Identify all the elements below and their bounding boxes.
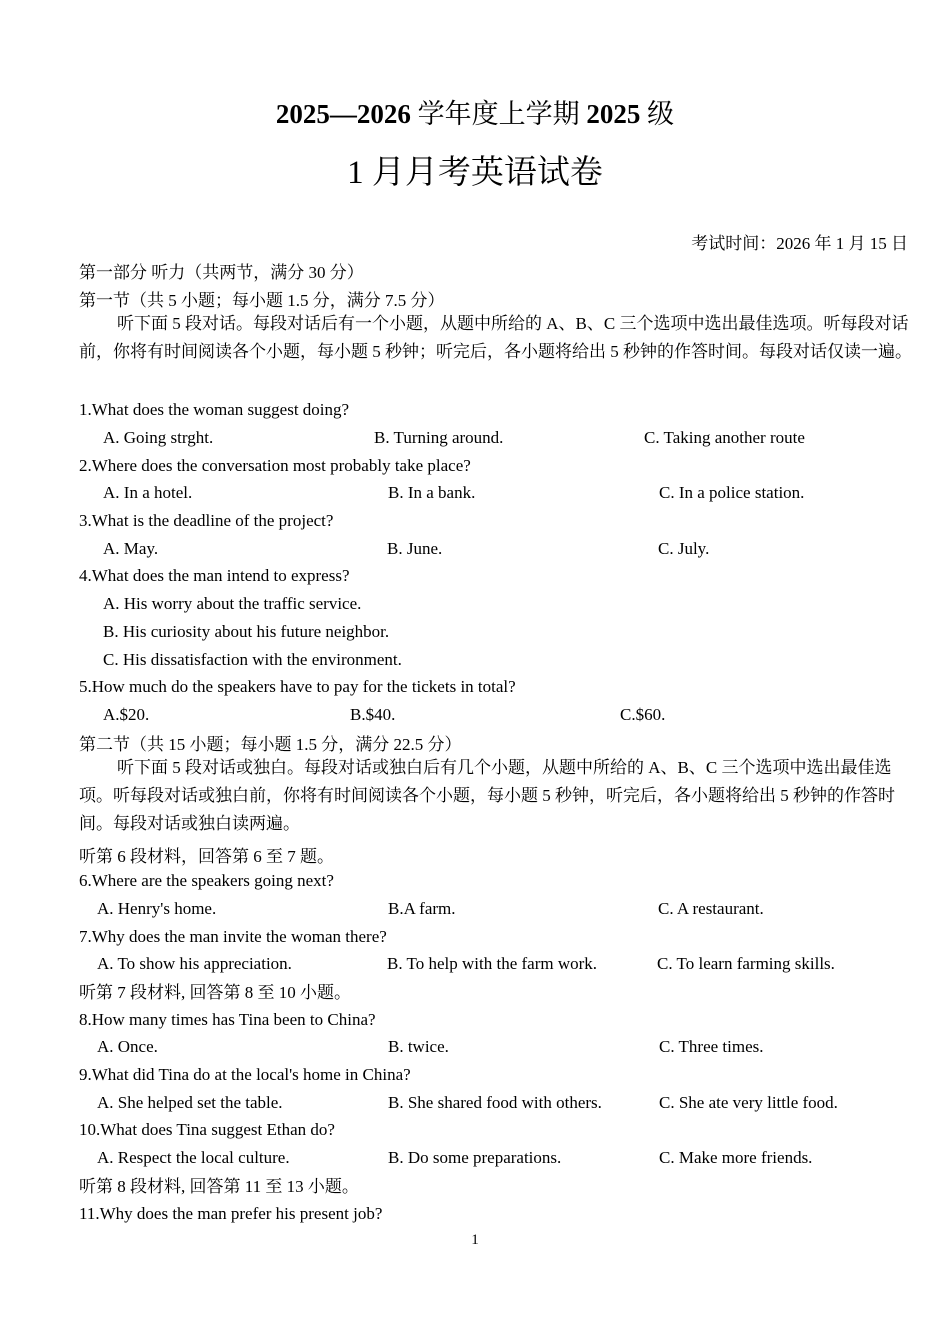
q3-option-b: B. June. [387,539,443,558]
q8-option-b: B. twice. [388,1037,449,1056]
q10-option-c: C. Make more friends. [659,1148,813,1167]
exam-title: 1 月月考英语试卷 [347,155,603,191]
q2-option-a: A. In a hotel. [103,483,193,502]
q1-option-b: B. Turning around. [374,428,504,447]
material-6-heading: 听第 6 段材料，回答第 6 至 7 题。 [79,847,334,866]
question-1: 1.What does the woman suggest doing? [79,400,350,419]
section1-heading: 第一节（共 5 小题；每小题 1.5 分，满分 7.5 分） [79,291,445,310]
q3-option-c: C. July. [658,539,710,558]
q10-option-a: A. Respect the local culture. [97,1148,290,1167]
question-9: 9.What did Tina do at the local's home in China? [79,1065,411,1084]
exam-time: 考试时间：2026 年 1 月 15 日 [691,234,908,253]
question-10: 10.What does Tina suggest Ethan do? [79,1120,335,1139]
section2-instructions: 听下面 5 段对话或独白。每段对话或独白后有几个小题，从题中所给的 A、B、C 三个选项中选出最佳选项。听每段对话或独白前，你将有时间阅读各个小题，每小题 5 秒钟，听完后，各小题将给出 5 秒钟的作答时间。每段对话或独白读两遍。 [79,758,895,833]
section1-instructions: 听下面 5 段对话。每段对话后有一个小题，从题中所给的 A、B、C 三个选项中选出最佳选项。听每段对话前，你将有时间阅读各个小题，每小题 5 秒钟；听完后，各小题将给出 5 秒钟的作答时间。每段对话仅读一遍。 [79,314,912,361]
q5-option-b: B.$40. [350,705,396,724]
q1-option-a: A. Going strght. [103,428,214,447]
q9-option-b: B. She shared food with others. [388,1093,602,1112]
q7-option-b: B. To help with the farm work. [387,954,598,973]
q8-option-c: C. Three times. [659,1037,764,1056]
material-7-heading: 听第 7 段材料, 回答第 8 至 10 小题。 [79,983,351,1002]
question-2: 2.Where does the conversation most probably take place? [79,456,471,475]
material-8-heading: 听第 8 段材料, 回答第 11 至 13 小题。 [79,1177,359,1196]
question-7: 7.Why does the man invite the woman there? [79,927,387,946]
q9-option-a: A. She helped set the table. [97,1093,283,1112]
q6-option-c: C. A restaurant. [658,899,764,918]
q1-option-c: C. Taking another route [644,428,805,447]
q8-option-a: A. Once. [97,1037,158,1056]
question-4: 4.What does the man intend to express? [79,566,350,585]
q2-option-c: C. In a police station. [659,483,805,502]
q6-option-b: B.A farm. [388,899,456,918]
q4-option-c: C. His dissatisfaction with the environment. [103,650,402,669]
q6-option-a: A. Henry's home. [97,899,217,918]
q2-option-b: B. In a bank. [388,483,476,502]
question-8: 8.How many times has Tina been to China? [79,1010,376,1029]
q10-option-b: B. Do some preparations. [388,1148,562,1167]
q5-option-a: A.$20. [103,705,150,724]
part1-heading: 第一部分 听力（共两节，满分 30 分） [79,263,364,282]
exam-title-line1: 2025—2026 学年度上学期 2025 级 [275,99,675,129]
page-number: 1 [471,1232,479,1248]
q3-option-a: A. May. [103,539,159,558]
question-3: 3.What is the deadline of the project? [79,511,334,530]
question-11: 11.Why does the man prefer his present job? [79,1204,383,1223]
question-5: 5.How much do the speakers have to pay for the tickets in total? [79,677,516,696]
q4-option-a: A. His worry about the traffic service. [103,594,362,613]
q7-option-a: A. To show his appreciation. [97,954,292,973]
q4-option-b: B. His curiosity about his future neighbor. [103,622,390,641]
q9-option-c: C. She ate very little food. [659,1093,838,1112]
q7-option-c: C. To learn farming skills. [657,954,835,973]
q5-option-c: C.$60. [620,705,666,724]
section2-heading: 第二节（共 15 小题；每小题 1.5 分，满分 22.5 分） [79,735,462,754]
question-6: 6.Where are the speakers going next? [79,871,334,890]
